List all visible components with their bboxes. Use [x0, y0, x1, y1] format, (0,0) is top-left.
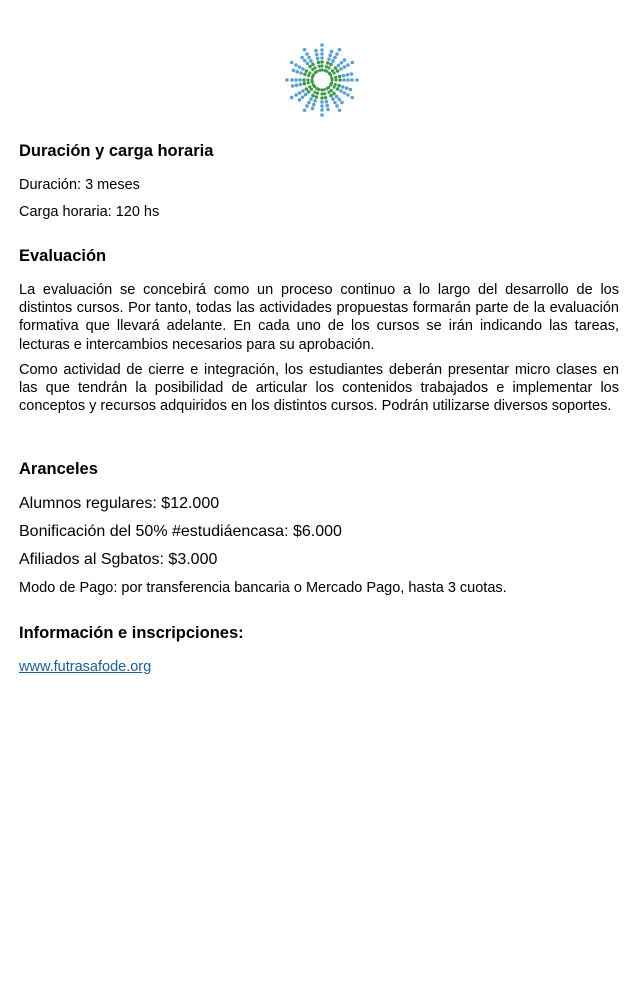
logo-dot: [299, 71, 303, 75]
logo-dot: [301, 67, 305, 71]
logo-dot: [320, 68, 323, 71]
logo-dot: [333, 71, 336, 74]
logo-dot: [308, 71, 311, 74]
logo-dot: [285, 78, 289, 82]
logo-dot: [301, 89, 305, 93]
logo-dot: [323, 92, 326, 95]
duracion-text: Duración: 3 meses: [19, 177, 140, 193]
logo-dot: [314, 49, 318, 53]
evaluacion-paragraph-1: La evaluación se concebirá como un proceso continuo a lo largo del desarrollo de los distintos cursos. Por tanto, todas las actividades propuestas formarán parte de la evaluación formativa que llevará adelante. En cada uno de los cursos se irán indicando las tareas, lecturas e intercambios necesarios para su aprobación.: [19, 282, 619, 353]
logo-dot: [328, 54, 332, 58]
logo-dot: [339, 67, 343, 71]
logo-dot: [315, 70, 318, 73]
logo-dot: [343, 65, 347, 69]
logo-dot: [335, 104, 339, 108]
arancel-item: Alumnos regulares: $12.000: [19, 495, 220, 512]
logo-dot: [331, 59, 335, 63]
logo-dot: [306, 78, 309, 81]
logo-dot: [320, 104, 324, 108]
logo-dot: [298, 98, 302, 102]
logo-dot: [335, 95, 339, 99]
logo-dot: [326, 108, 330, 112]
section-title-duracion: Duración y carga horaria: [19, 142, 214, 160]
logo-dot: [305, 69, 309, 73]
logo-dot: [320, 60, 324, 64]
logo-dot: [312, 103, 316, 107]
logo-dot: [316, 57, 320, 61]
evaluacion-paragraph-2: Como actividad de cierre e integración, los estudiantes deberán presentar micro clases en las que tendrán la posibilidad de articular los contenidos trabajados e implementar los conceptos y recursos adquiridos en los distintos cursos. Podrán utilizarse diversos soportes.: [19, 362, 619, 415]
logo-dot: [315, 87, 318, 90]
logo-dot: [336, 87, 340, 91]
modo-pago-text: Modo de Pago: por transferencia bancaria o Mercado Pago, hasta 3 cuotas.: [19, 580, 507, 596]
logo-dot: [311, 107, 315, 111]
logo-dot: [329, 94, 333, 98]
logo-dot: [311, 94, 315, 98]
logo-dot: [303, 82, 307, 86]
logo-dot: [325, 100, 329, 104]
carga-horaria-text: Carga horaria: 120 hs: [19, 204, 160, 220]
logo-dot: [294, 78, 298, 82]
logo-dot: [320, 100, 324, 104]
logo-dot: [320, 64, 323, 67]
logo-dot: [331, 97, 335, 101]
logo-dot: [320, 52, 324, 56]
logo-dot: [333, 56, 337, 60]
logo-dot: [294, 63, 298, 67]
logo-dot: [346, 63, 350, 67]
section-title-informacion: Información e inscripciones:: [19, 624, 244, 642]
logo-dot: [320, 113, 324, 117]
logo-dot: [309, 97, 313, 101]
logo-dot: [303, 48, 307, 52]
logo-dot: [313, 99, 317, 103]
logo-dot: [320, 96, 324, 100]
logo-dot: [307, 81, 310, 84]
logo-dot: [304, 93, 308, 97]
logo-dot: [329, 73, 332, 76]
logo-dot: [325, 70, 328, 73]
logo-dot: [338, 48, 342, 52]
logo-dot: [303, 73, 307, 77]
logo-dot: [338, 109, 342, 113]
logo-dot: [343, 91, 347, 95]
logo-dot: [341, 85, 345, 89]
logo-dot: [295, 83, 299, 87]
logo-dot: [334, 78, 337, 81]
logo-dot: [337, 98, 341, 102]
website-link[interactable]: www.futrasafode.org: [19, 659, 152, 675]
logo-dot: [290, 96, 294, 100]
logo-dot: [333, 85, 336, 88]
logo-dot: [318, 65, 321, 68]
logo-dot: [332, 92, 336, 96]
logo-dot: [325, 104, 329, 108]
logo-dot: [334, 66, 338, 70]
section-title-aranceles: Aranceles: [19, 460, 98, 478]
section-title-evaluacion: Evaluación: [19, 247, 107, 265]
logo-dot: [313, 66, 316, 69]
logo-dot: [346, 93, 350, 97]
organization-logo: [280, 38, 364, 122]
logo-dot: [342, 74, 346, 78]
logo-dot: [307, 90, 311, 94]
logo-dot: [327, 57, 331, 61]
logo-dot: [350, 78, 354, 82]
logo-dot: [324, 96, 328, 100]
logo-dot: [333, 101, 337, 105]
logo-dot: [302, 78, 306, 82]
arancel-item: Afiliados al Sgbatos: $3.000: [19, 551, 218, 568]
logo-dot: [294, 93, 298, 97]
logo-dot: [349, 88, 353, 92]
logo-dot: [307, 56, 311, 60]
logo-dot: [325, 87, 328, 90]
logo-dot: [320, 88, 323, 91]
logo-dot: [330, 50, 334, 54]
logo-dot: [301, 95, 305, 99]
logo-dot: [308, 85, 311, 88]
logo-dot: [351, 61, 355, 65]
logo-dot: [311, 63, 315, 67]
logo-dot: [339, 89, 343, 93]
logo-dot: [346, 73, 350, 77]
logo-dot: [338, 75, 342, 79]
logo-dot: [327, 91, 330, 94]
logo-dot: [313, 91, 316, 94]
logo-dot: [310, 78, 313, 81]
logo-dot: [351, 96, 355, 100]
logo-dot: [329, 63, 333, 67]
logo-dot: [337, 84, 341, 88]
logo-dot: [346, 78, 350, 82]
logo-dot: [320, 43, 324, 47]
logo-dot: [303, 59, 307, 63]
logo-dot: [327, 66, 330, 69]
logo-dot: [306, 62, 310, 66]
logo-dot: [296, 70, 300, 74]
logo-dot: [290, 61, 294, 65]
logo-dot: [298, 65, 302, 69]
logo-dot: [298, 78, 302, 82]
logo-dot: [350, 72, 354, 76]
logo-dot: [292, 69, 296, 73]
logo-dot: [307, 101, 311, 105]
logo-dot: [305, 87, 309, 91]
logo-dot: [305, 52, 309, 56]
logo-dot: [320, 108, 324, 112]
logo-dot: [326, 61, 330, 65]
logo-dot: [334, 76, 337, 79]
logo-dot: [320, 48, 324, 52]
arancel-item: Bonificación del 50% #estudiáencasa: $6.000: [19, 523, 342, 540]
logo-dot: [343, 58, 347, 62]
logo-dot: [338, 78, 342, 82]
logo-dot: [312, 83, 315, 86]
logo-dot: [315, 53, 319, 57]
logo-dot: [312, 73, 315, 76]
logo-dot: [320, 56, 324, 60]
logo-dot: [340, 101, 344, 105]
logo-dot: [300, 56, 304, 60]
logo-dot: [291, 84, 295, 88]
logo-dot: [342, 78, 346, 82]
logo-dot: [336, 69, 340, 73]
logo-dot: [290, 78, 294, 82]
logo-dot: [299, 83, 303, 87]
logo-dot: [330, 76, 333, 79]
logo-dot: [320, 92, 323, 95]
logo-dot: [337, 64, 341, 68]
logo-dot: [317, 61, 321, 65]
logo-dot: [355, 78, 359, 82]
logo-dot: [315, 95, 319, 99]
logo-dot: [305, 104, 309, 108]
logo-dot: [303, 109, 307, 113]
logo-dot: [340, 61, 344, 65]
logo-dot: [335, 52, 339, 56]
logo-dot: [309, 59, 313, 63]
logo-dot: [298, 91, 302, 95]
logo-dot: [329, 83, 332, 86]
logo-dot: [308, 65, 312, 69]
logo-dot: [345, 86, 349, 90]
